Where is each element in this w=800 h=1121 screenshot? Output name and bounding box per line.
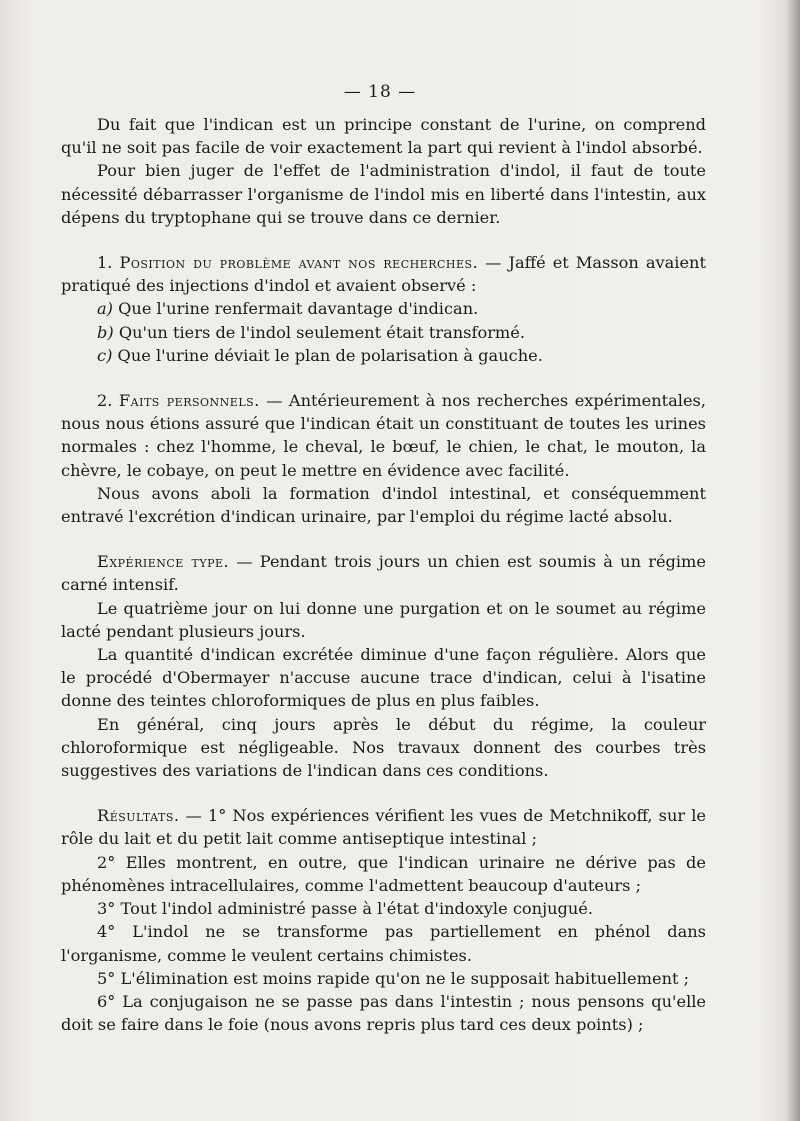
list-item <box>61 321 706 344</box>
item-marker: b) <box>97 322 114 342</box>
result-item: — 1° Nos expériences vérifient les vues de Metchnikoff, sur le rôle du lait et du petit lait comme antiseptique intestinal ; <box>61 806 706 849</box>
section-2 <box>61 389 706 482</box>
section-heading: Position du problème avant nos recherches. <box>119 253 479 273</box>
item-marker: c) <box>97 345 113 365</box>
page-number: — 18 — <box>343 82 417 102</box>
result-item: 2° Elles montrent, en outre, que l'indican urinaire ne dérive pas de phénomènes intracellulaires, comme l'admettent beaucoup d'auteurs ; <box>61 852 706 895</box>
paragraph: Le quatrième jour on lui donne une purgation et on le soumet au régime lacté pendant plusieurs jours. <box>61 598 706 641</box>
paragraph: En général, cinq jours après le début du régime, la couleur chloroformique est négligeable. Nos travaux donnent des courbes très suggestives des variations de l'indican dans ces conditions. <box>61 714 706 781</box>
list-item <box>61 344 706 367</box>
experience-section <box>61 550 706 596</box>
section-number: 1. <box>97 253 113 273</box>
item-text: Qu'un tiers de l'indol seulement était transformé. <box>118 322 526 342</box>
list-item <box>61 297 706 320</box>
section-heading: Faits personnels. <box>118 391 260 411</box>
paragraph: La quantité d'indican excrétée diminue d'une façon régulière. Alors que le procédé d'Obermayer n'accuse aucune trace d'indican, celui à l'isatine donne des teintes chloroformiques de plus en plus faibles. <box>61 645 706 711</box>
section-heading: Expérience type. <box>97 552 230 572</box>
paragraph: Du fait que l'indican est un principe constant de l'urine, on comprend qu'il ne soit pas facile de voir exactement la part qui revient à l'indol absorbé. <box>61 115 706 158</box>
result-item: 6° La conjugaison ne se passe pas dans l'intestin ; nous pensons qu'elle doit se faire dans le foie (nous avons repris plus tard ces deux points) ; <box>61 991 706 1035</box>
section-text: — Pendant trois jours un chien est soumis à un régime carné intensif. <box>61 552 706 595</box>
result-item: 3° Tout l'indol administré passe à l'état d'indoxyle conjugué. <box>97 899 594 919</box>
section-text: — Antérieurement à nos recherches expérimentales, nous nous étions assuré que l'indican était un constituant de toutes les urines normales : chez l'homme, le cheval, le bœuf, le chien, le chat, le mouton, la chèvre, le cobaye, on peut le mettre en évidence avec facilité. <box>61 391 706 480</box>
page-edge-shadow <box>786 0 800 1121</box>
paragraph: Nous avons aboli la formation d'indol intestinal, et conséquemment entravé l'excrétion d'indican urinaire, par l'emploi du régime lacté absolu. <box>61 483 706 527</box>
section-text: — Jaffé et Masson avaient pratiqué des injections d'indol et avaient observé : <box>61 253 706 296</box>
result-item: 4° L'indol ne se transforme pas partiellement en phénol dans l'organisme, comme le veulent certains chimistes. <box>61 922 706 965</box>
section-1 <box>61 251 706 297</box>
body-text <box>61 113 706 1036</box>
item-text: Que l'urine déviait le plan de polarisation à gauche. <box>117 345 543 365</box>
results-section <box>61 804 706 850</box>
paragraph: Pour bien juger de l'effet de l'administration d'indol, il faut de toute nécessité débarrasser l'organisme de l'indol mis en liberté dans l'intestin, aux dépens du tryptophane qui se trouve dans ce dernier. <box>61 161 706 227</box>
section-heading: Résultats. <box>97 806 180 826</box>
result-item: 5° L'élimination est moins rapide qu'on ne le supposait habituellement ; <box>97 968 690 988</box>
item-text: Que l'urine renfermait davantage d'indican. <box>118 299 479 319</box>
item-marker: a) <box>97 299 113 319</box>
section-number: 2. <box>97 391 113 411</box>
